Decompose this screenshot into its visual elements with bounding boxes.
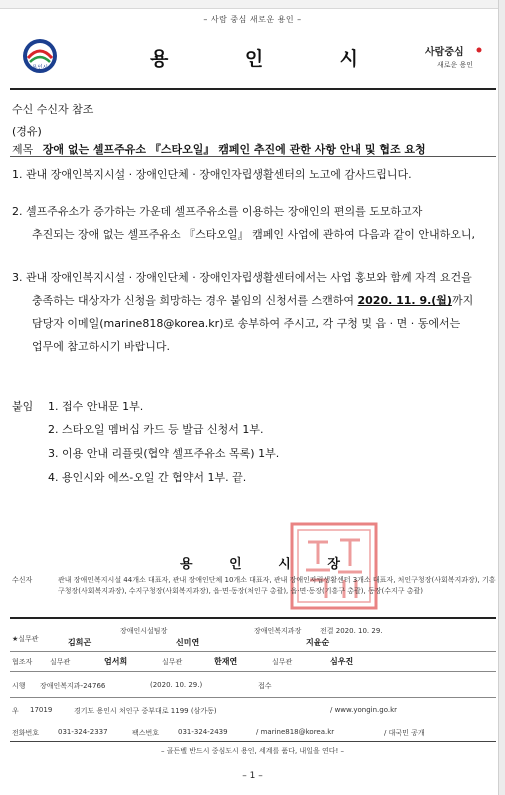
paragraph-3-line (12, 289, 492, 312)
postal-label: 우 (12, 707, 19, 715)
paragraph-3-line: 업무에 참고하시기 바랍니다. (32, 340, 171, 353)
paragraph-2-line: 2. 셀프주유소가 증가하는 가운데 셀프주유소를 이용하는 장애인의 편의를 도모하고자 (12, 205, 423, 218)
subject-rule (10, 156, 496, 157)
viewer-scrollbar[interactable] (498, 0, 505, 795)
paragraph-3 (12, 266, 492, 358)
org-title-char: 용 (150, 48, 171, 70)
attachment-label: 붙임 (12, 400, 34, 413)
slogan-logo-icon (423, 42, 485, 72)
coop-name: 한재연 (214, 657, 238, 666)
fax-label: 팩스번호 (132, 729, 160, 737)
via-line: (경유) (12, 125, 42, 138)
team-role: 장애인시설팀장 (120, 627, 168, 635)
header-rule (10, 88, 496, 90)
city-emblem-icon (22, 38, 58, 74)
enforce-date: (2020. 10. 29.) (150, 681, 203, 689)
phone-number: 031-324-2337 (58, 728, 108, 736)
issuer-char: 인 (229, 557, 242, 572)
organization-title (150, 44, 360, 71)
org-title-char: 인 (244, 48, 266, 70)
coop-role: 실무관 (162, 658, 183, 666)
receipt-label: 접수 (258, 682, 272, 690)
top-slogan: – 사람 중심 새로운 용인 – (203, 15, 302, 24)
coop-role: 실무관 (272, 658, 293, 666)
page-number: – 1 – (242, 771, 263, 781)
coop-label: 협조자 (12, 658, 33, 666)
enforce-number: 장애인복지과-24766 (40, 682, 106, 690)
phone-label: 전화번호 (12, 729, 40, 737)
paragraph-3-line: 담당자 이메일(marine818@korea.kr)로 송부하여 주시고, 각 구청 및 읍 ‧ 면 ‧ 동에서는 (32, 317, 461, 330)
drafter-name: 김희곤 (68, 638, 92, 647)
fax-number: 031-324-2439 (178, 728, 228, 736)
coop-name: 심우진 (330, 657, 354, 666)
subject-line (12, 141, 426, 157)
attachment-item: 4. 용인시와 에쓰-오일 간 협약서 1부. 끝. (48, 471, 247, 484)
approval-rule (10, 617, 496, 619)
paragraph-1: 1. 관내 장애인복지시설 ‧ 장애인단체 ‧ 장애인자립생활센터의 노고에 감사드립니다. (12, 168, 412, 181)
slogan-logo-line2: 새로운 용인 (437, 61, 474, 69)
team-leader-name: 신미연 (176, 638, 200, 647)
drafter-role: ★실무관 (12, 635, 39, 643)
director-name: 지윤순 (306, 638, 330, 647)
director-note: 전결 2020. 10. 29. (320, 627, 383, 635)
email-link[interactable]: / marine818@korea.kr (256, 728, 335, 736)
issuer-char: 장 (327, 557, 340, 572)
approval-rule-thin (10, 651, 496, 652)
attachment-item: 2. 스타오일 멤버십 카드 등 발급 신청서 1부. (48, 423, 264, 436)
deadline-date: 2020. 11. 9.(월) (357, 294, 452, 307)
director-role: 장애인복지과장 (254, 627, 302, 635)
coop-role: 실무관 (50, 658, 71, 666)
subject-text: 장애 없는 셀프주유소 『스타오일』 캠페인 추진에 관한 사항 안내 및 협조 요청 (42, 143, 426, 156)
website-link[interactable]: / www.yongin.go.kr (330, 706, 398, 714)
recipients-label: 수신자 (12, 576, 33, 584)
disclosure-status: / 대국민 공개 (384, 729, 425, 737)
org-title-char: 시 (339, 48, 360, 70)
bottom-slogan: – 골든벨 반드시 중심도시 용인, 세계를 품다, 내일을 연다! – (160, 747, 345, 755)
postal-code: 17019 (30, 706, 53, 714)
attachment-item: 3. 이용 안내 리플릿(협약 셀프주유소 목록) 1부. (48, 447, 280, 460)
subject-label: 제목 (12, 143, 34, 156)
viewer-top-edge (0, 0, 505, 9)
recipients-text: 관내 장애인복지시설 44개소 대표자, 관내 장애인단체 10개소 대표자, 관내 장애인자립생활센터 3개소 대표자, 처인구청장(사회복지과장), 기흥구청장(사회복지과장), 수지구청장(사회복지과장), 읍‧면‧동장(처인구 총괄), 읍‧면‧동장(기흥구 총괄), 동장(수지구 총괄) (58, 576, 496, 595)
attachment-item: 1. 접수 안내문 1부. (48, 400, 144, 413)
issuer-char: 시 (278, 557, 291, 572)
paragraph-2-line: 추진되는 장애 없는 셀프주유소 『스타오일』 캠페인 사업에 관하여 다음과 같이 안내하오니, (32, 228, 475, 241)
paragraph-3-text: 충족하는 대상자가 신청을 희망하는 경우 붙임의 신청서를 스캔하여 (32, 294, 358, 307)
paragraph-2 (12, 200, 492, 246)
coop-rule (10, 671, 496, 672)
paragraph-3-line: 3. 관내 장애인복지시설 ‧ 장애인단체 ‧ 장애인자립생활센터에서는 사업 홍보와 함께 자격 요건을 (12, 271, 472, 284)
footer-rule (10, 741, 496, 742)
address: 경기도 용인시 처인구 중부대로 1199 (삼가동) (74, 707, 217, 715)
coop-name: 엄서희 (104, 657, 128, 666)
info-rule (10, 697, 496, 698)
issuer-char: 용 (180, 557, 193, 572)
slogan-logo-line1: 사람중심 (425, 47, 464, 58)
paragraph-3-text: 까지 (451, 294, 474, 307)
issuer-name (180, 553, 340, 572)
enforce-label: 시행 (12, 682, 26, 690)
recipient-line: 수신 수신자 참조 (12, 103, 94, 116)
emblem-label: 용인시 (32, 65, 48, 71)
